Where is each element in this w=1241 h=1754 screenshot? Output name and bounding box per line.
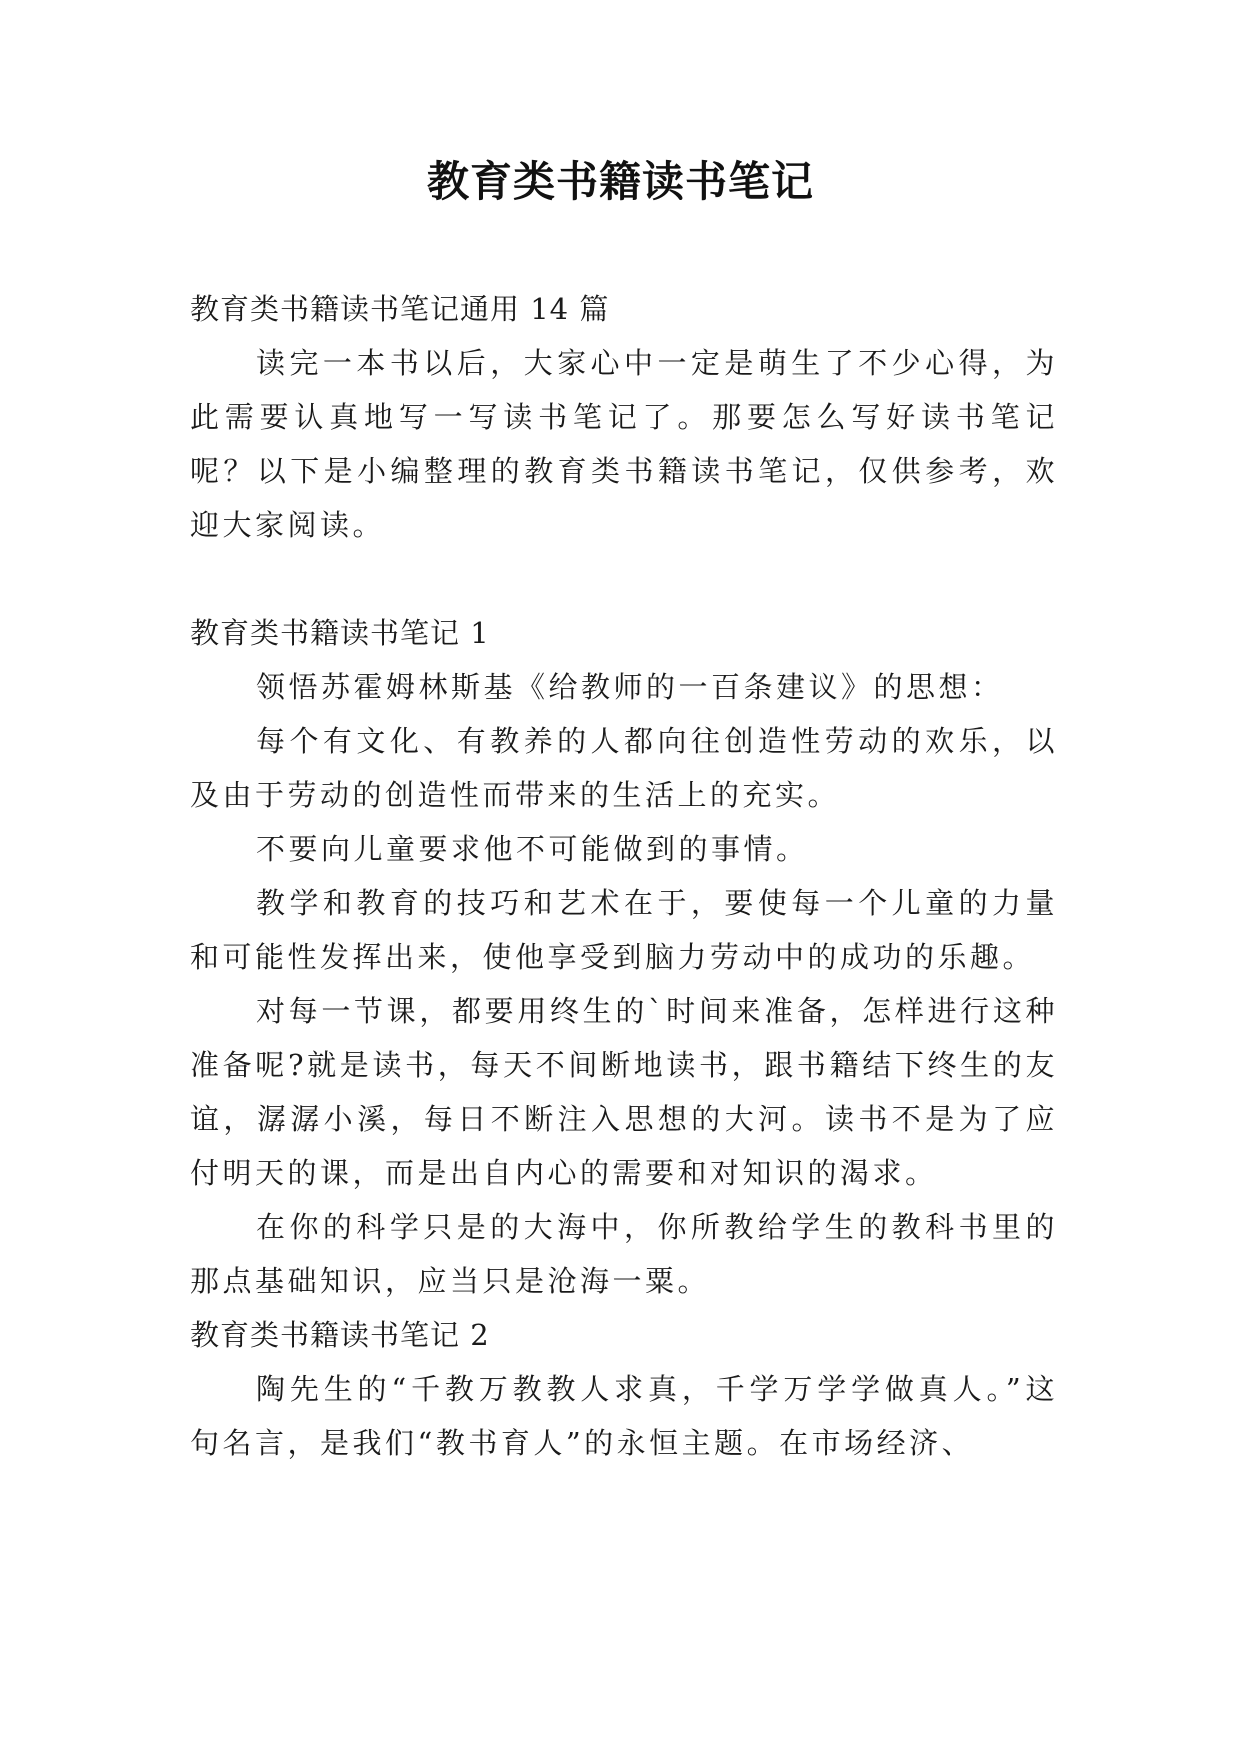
note1-paragraph-3: 不要向儿童要求他不可能做到的事情。 — [256, 832, 809, 866]
note1-paragraph-1: 领悟苏霍姆林斯基《给教师的一百条建议》的思想： — [256, 670, 1004, 704]
note1-paragraph-4: 教学和教育的技巧和艺术在于，要使每一个儿童的力量和可能性发挥出来，使他享受到脑力劳动中的成功的乐趣。 — [190, 886, 1058, 974]
intro-paragraph: 读完一本书以后，大家心中一定是萌生了不少心得，为此需要认真地写一写读书笔记了。那要怎么写好读书笔记呢？以下是小编整理的教育类书籍读书笔记，仅供参考，欢迎大家阅读。 — [190, 346, 1058, 542]
note1-paragraph-5: 对每一节课，都要用终生的`时间来准备，怎样进行这种准备呢?就是读书，每天不间断地读书，跟书籍结下终生的友谊，潺潺小溪，每日不断注入思想的大河。读书不是为了应付明天的课，而是出自内心的需要和对知识的渴求。 — [190, 994, 1058, 1190]
document-title: 教育类书籍读书笔记 — [426, 157, 814, 206]
intro-heading: 教育类书籍读书笔记通用 14 篇 — [190, 292, 610, 326]
note1-paragraph-6: 在你的科学只是的大海中，你所教给学生的教科书里的那点基础知识，应当只是沧海一粟。 — [190, 1210, 1058, 1298]
document-body — [190, 282, 1058, 1470]
note1-paragraph-2: 每个有文化、有教养的人都向往创造性劳动的欢乐，以及由于劳动的创造性而带来的生活上的充实。 — [190, 724, 1058, 812]
note2-heading: 教育类书籍读书笔记 2 — [190, 1318, 490, 1352]
note1-heading: 教育类书籍读书笔记 1 — [190, 616, 490, 650]
note2-paragraph-1: 陶先生的“千教万教教人求真，千学万学学做真人。”这句名言，是我们“教书育人”的永恒主题。在市场经济、 — [190, 1372, 1058, 1460]
